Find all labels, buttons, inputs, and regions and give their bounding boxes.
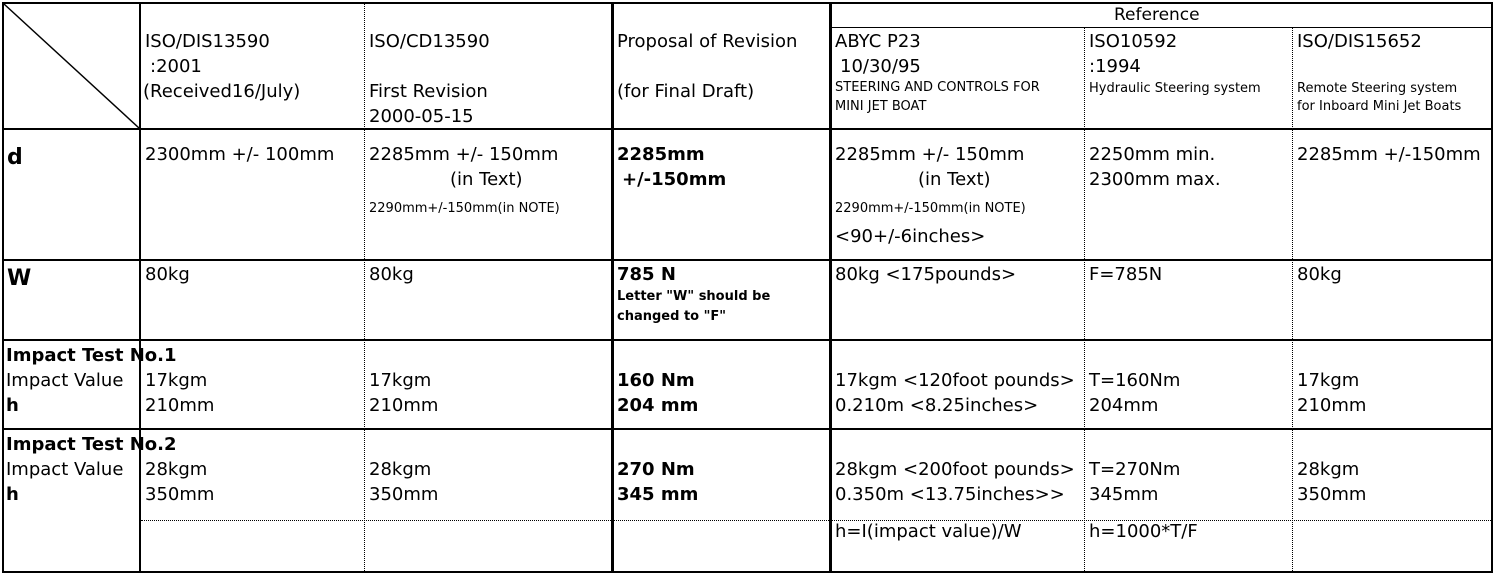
impact2-iso15652-value: 28kgm (1297, 459, 1360, 480)
iso10592-desc: Hydraulic Steering system (1089, 81, 1261, 96)
row-w-abyc: 80kg <175pounds> (835, 264, 1017, 285)
impact2-label-h: h (6, 484, 19, 505)
impact2-iso10592-value: T=270Nm (1089, 459, 1181, 480)
iso-cd-revision: First Revision (369, 81, 488, 102)
impact1-iso-cd-value: 17kgm (369, 370, 432, 391)
row-w-label: W (7, 266, 32, 291)
row-d-iso-dis: 2300mm +/- 100mm (145, 144, 335, 165)
reference-header: Reference (1114, 5, 1200, 25)
impact1-iso-dis-value: 17kgm (145, 370, 208, 391)
impact1-title: Impact Test No.1 (6, 345, 177, 366)
row-w-iso10592: F=785N (1089, 264, 1163, 285)
impact2-iso-dis-value: 28kgm (145, 459, 208, 480)
impact2-abyc-h: 0.350m <13.75inches>> (835, 484, 1065, 505)
row-w-proposal-3: changed to "F" (617, 309, 727, 324)
row-d-abyc-2: (in Text) (918, 169, 991, 190)
impact1-iso10592-h: 204mm (1089, 395, 1159, 416)
row-d-iso10592-1: 2250mm min. (1089, 144, 1216, 165)
iso15652-desc-1: Remote Steering system (1297, 81, 1458, 96)
row-w-proposal-1: 785 N (617, 264, 676, 285)
row-w-iso15652: 80kg (1297, 264, 1342, 285)
impact2-abyc (835, 457, 1075, 507)
impact2-iso-cd (369, 457, 438, 507)
impact1-iso-dis-h: 210mm (145, 395, 215, 416)
impact1-iso15652-value: 17kgm (1297, 370, 1360, 391)
iso15652-desc-2: for Inboard Mini Jet Boats (1297, 99, 1462, 114)
row-d-proposal-2: +/-150mm (622, 169, 727, 190)
impact2-iso-cd-h: 350mm (369, 484, 439, 505)
impact1-iso-cd-h: 210mm (369, 395, 439, 416)
row-d-iso15652: 2285mm +/-150mm (1297, 144, 1481, 165)
row-w-iso-dis: 80kg (145, 264, 190, 285)
impact1-proposal-h: 204 mm (617, 395, 699, 416)
abyc-date: 10/30/95 (840, 56, 921, 77)
row-w-iso-cd: 80kg (369, 264, 414, 285)
impact2-iso-dis (145, 457, 214, 507)
impact1-label-value: Impact Value (6, 370, 124, 391)
row-d-iso10592-2: 2300mm max. (1089, 169, 1221, 190)
iso-dis-received: (Received16/July) (143, 81, 301, 102)
row-d-iso-cd-2: (in Text) (450, 169, 523, 190)
iso10592-year: :1994 (1089, 56, 1141, 77)
row-d-abyc-1: 2285mm +/- 150mm (835, 144, 1025, 165)
abyc-title: ABYC P23 (835, 31, 921, 52)
row-d-iso-cd-1: 2285mm +/- 150mm (369, 144, 559, 165)
iso10592-title: ISO10592 (1089, 31, 1178, 52)
impact2-abyc-value: 28kgm <200foot pounds> (835, 459, 1075, 480)
iso-dis-year: :2001 (150, 56, 202, 77)
impact1-iso-cd (369, 368, 438, 418)
iso-cd-date: 2000-05-15 (369, 106, 474, 127)
impact1-label-h: h (6, 395, 19, 416)
proposal-title: Proposal of Revision (617, 31, 798, 52)
impact2-iso-dis-h: 350mm (145, 484, 215, 505)
formula-abyc: h=I(impact value)/W (835, 521, 1022, 542)
abyc-desc-1: STEERING AND CONTROLS FOR (835, 80, 1040, 95)
impact1-iso10592-value: T=160Nm (1089, 370, 1181, 391)
impact2-proposal-h: 345 mm (617, 484, 699, 505)
impact2-iso-cd-value: 28kgm (369, 459, 432, 480)
impact1-proposal (617, 368, 698, 418)
formula-iso10592: h=1000*T/F (1089, 521, 1198, 542)
row-d-label: d (7, 145, 23, 170)
row-d-abyc-3: 2290mm+/-150mm(in NOTE) (835, 201, 1026, 216)
impact2-title: Impact Test No.2 (6, 434, 177, 455)
impact2-iso15652 (1297, 457, 1366, 507)
impact2-iso10592-h: 345mm (1089, 484, 1159, 505)
proposal-subtitle: (for Final Draft) (617, 81, 755, 102)
impact2-proposal-value: 270 Nm (617, 459, 695, 480)
iso15652-title: ISO/DIS15652 (1297, 31, 1422, 52)
impact1-abyc-h: 0.210m <8.25inches> (835, 395, 1039, 416)
impact2-label-value: Impact Value (6, 459, 124, 480)
row-d-iso-cd-3: 2290mm+/-150mm(in NOTE) (369, 201, 560, 216)
impact1-abyc (835, 368, 1075, 418)
row-d-proposal-1: 2285mm (617, 144, 705, 165)
impact1-iso10592 (1089, 368, 1180, 418)
impact2-iso10592 (1089, 457, 1180, 507)
iso-cd-title: ISO/CD13590 (369, 31, 490, 52)
iso-dis-title: ISO/DIS13590 (145, 31, 270, 52)
impact1-proposal-value: 160 Nm (617, 370, 695, 391)
impact1-iso15652 (1297, 368, 1366, 418)
impact1-iso15652-h: 210mm (1297, 395, 1367, 416)
row-w-proposal-2: Letter "W" should be (617, 289, 771, 304)
impact2-proposal (617, 457, 698, 507)
abyc-desc-2: MINI JET BOAT (835, 99, 927, 114)
impact1-iso-dis (145, 368, 214, 418)
impact2-iso15652-h: 350mm (1297, 484, 1367, 505)
impact1-abyc-value: 17kgm <120foot pounds> (835, 370, 1075, 391)
row-d-abyc-4: <90+/-6inches> (835, 226, 986, 247)
